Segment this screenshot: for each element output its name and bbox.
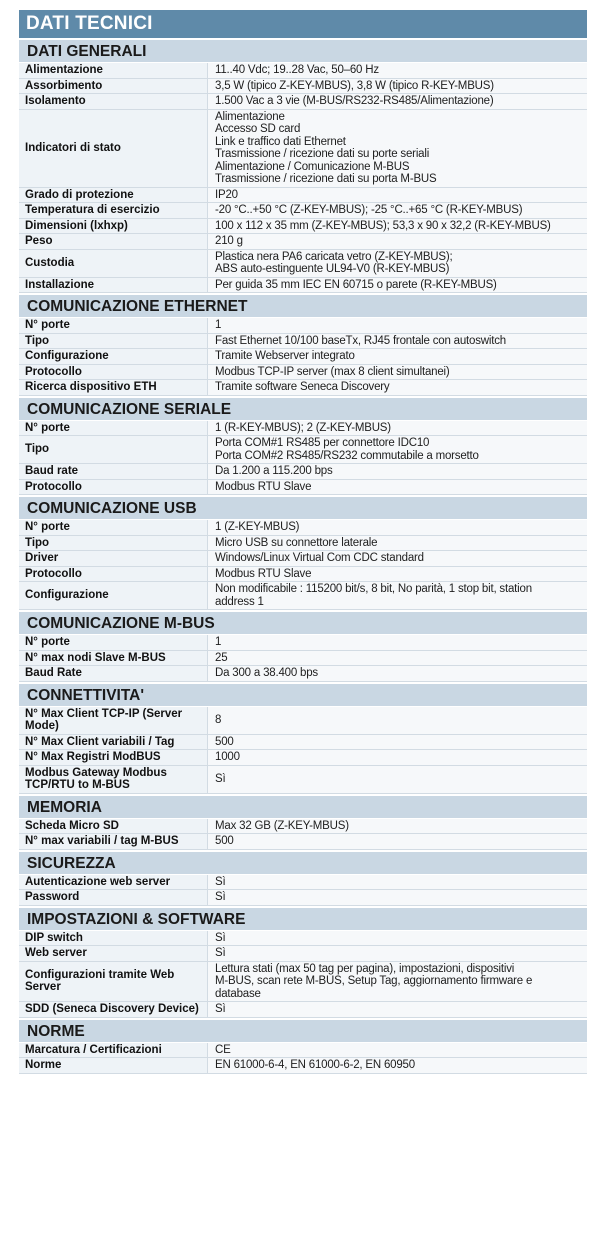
spec-value-line: Porta COM#2 RS485/RS232 commutabile a morsetto (215, 449, 479, 462)
spec-value (208, 94, 588, 110)
spec-label: N° max variabili / tag M-BUS (19, 834, 208, 850)
spec-row (19, 734, 587, 750)
spec-value-line: Alimentazione / Comunicazione M-BUS (215, 160, 410, 173)
spec-value (208, 961, 588, 1002)
spec-value (208, 875, 588, 890)
spec-label: Ricerca dispositivo ETH (19, 380, 208, 396)
spec-row (19, 333, 587, 349)
section-heading: CONNETTIVITA' (19, 684, 587, 706)
spec-label: Tipo (19, 333, 208, 349)
spec-value (208, 109, 588, 187)
spec-table (19, 318, 587, 396)
section-heading: COMUNICAZIONE SERIALE (19, 398, 587, 420)
spec-row (19, 234, 587, 250)
spec-row (19, 1002, 587, 1018)
spec-value-line: 1 (215, 636, 222, 648)
spec-value-line: Fast Ethernet 10/100 baseTx, RJ45 frontale con autoswitch (215, 334, 506, 347)
spec-row (19, 765, 587, 793)
spec-value (208, 834, 588, 850)
spec-label: Custodia (19, 249, 208, 277)
spec-label: Temperatura di esercizio (19, 203, 208, 219)
spec-row (19, 551, 587, 567)
spec-value-line: -20 °C..+50 °C (Z-KEY-MBUS); -25 °C..+65 °C (R-KEY-MBUS) (215, 204, 523, 216)
spec-label: Autenticazione web server (19, 875, 208, 890)
spec-label: Isolamento (19, 94, 208, 110)
spec-table (19, 635, 587, 682)
spec-value-line: Porta COM#1 RS485 per connettore IDC10 (215, 437, 430, 449)
spec-value-line: 1 (R-KEY-MBUS); 2 (Z-KEY-MBUS) (215, 421, 391, 434)
spec-value (208, 249, 588, 277)
spec-row (19, 203, 587, 219)
spec-row (19, 1058, 587, 1074)
spec-value-line: IP20 (215, 188, 238, 201)
page-title: DATI TECNICI (19, 10, 587, 38)
spec-value (208, 734, 588, 750)
sections-container (19, 40, 587, 1074)
spec-table (19, 819, 587, 850)
spec-value-line: Da 300 a 38.400 bps (215, 667, 318, 679)
spec-value (208, 520, 588, 535)
spec-value (208, 277, 588, 293)
spec-label: Scheda Micro SD (19, 819, 208, 834)
spec-value (208, 333, 588, 349)
spec-row (19, 277, 587, 293)
spec-value-line: database (215, 987, 261, 1000)
spec-value (208, 479, 588, 495)
spec-value-line: Trasmissione / ricezione dati su porta M-BUS (215, 173, 437, 185)
spec-value (208, 931, 588, 946)
section-heading: NORME (19, 1020, 587, 1042)
spec-value-line: 210 g (215, 235, 243, 247)
spec-row (19, 479, 587, 495)
spec-row (19, 566, 587, 582)
spec-value (208, 765, 588, 793)
spec-value (208, 819, 588, 834)
spec-value-line: 3,5 W (tipico Z-KEY-MBUS), 3,8 W (tipico R-KEY-MBUS) (215, 79, 494, 92)
spec-value (208, 1058, 588, 1074)
spec-label: N° Max Client TCP-IP (Server Mode) (19, 707, 208, 735)
spec-value (208, 187, 588, 203)
section-heading: COMUNICAZIONE ETHERNET (19, 295, 587, 317)
spec-label: Installazione (19, 277, 208, 293)
spec-value (208, 635, 588, 650)
section-heading: SICUREZZA (19, 852, 587, 874)
spec-row (19, 890, 587, 906)
spec-value-line: Per guida 35 mm IEC EN 60715 o parete (R-KEY-MBUS) (215, 278, 497, 291)
spec-label: Baud Rate (19, 666, 208, 682)
spec-row (19, 582, 587, 610)
spec-row (19, 875, 587, 890)
spec-label: N° max nodi Slave M-BUS (19, 650, 208, 666)
spec-label: N° porte (19, 520, 208, 535)
spec-table (19, 421, 587, 496)
spec-value-line: Modbus RTU Slave (215, 480, 312, 493)
spec-value-line: Sì (215, 875, 226, 888)
spec-value-line: Modbus TCP-IP server (max 8 client simultanei) (215, 365, 450, 378)
spec-value-line: Max 32 GB (Z-KEY-MBUS) (215, 819, 349, 832)
spec-row (19, 436, 587, 464)
spec-label: Web server (19, 946, 208, 962)
spec-label: Protocollo (19, 364, 208, 380)
spec-row (19, 464, 587, 480)
datasheet (19, 10, 587, 1074)
spec-row (19, 349, 587, 365)
spec-label: N° porte (19, 635, 208, 650)
spec-label: Configurazione (19, 582, 208, 610)
spec-row (19, 635, 587, 650)
spec-value-line: 25 (215, 651, 228, 664)
spec-value (208, 551, 588, 567)
spec-value-line: EN 61000-6-4, EN 61000-6-2, EN 60950 (215, 1059, 415, 1071)
spec-value-line: Non modificabile : 115200 bit/s, 8 bit, No parità, 1 stop bit, station (215, 583, 532, 595)
spec-value (208, 63, 588, 78)
spec-label: Indicatori di stato (19, 109, 208, 187)
spec-label: Baud rate (19, 464, 208, 480)
spec-value-line: 1.500 Vac a 3 vie (M-BUS/RS232-RS485/Alimentazione) (215, 95, 494, 107)
spec-label: Peso (19, 234, 208, 250)
spec-value-line: Tramite software Seneca Discovery (215, 381, 390, 393)
spec-value (208, 1002, 588, 1018)
spec-value (208, 218, 588, 234)
spec-row (19, 249, 587, 277)
spec-value-line: Sì (215, 1003, 226, 1015)
spec-row (19, 63, 587, 78)
spec-value-line: Trasmissione / ricezione dati su porte seriali (215, 148, 430, 160)
spec-label: Protocollo (19, 479, 208, 495)
section-heading: DATI GENERALI (19, 40, 587, 62)
spec-label: Alimentazione (19, 63, 208, 78)
spec-value-line: Accesso SD card (215, 123, 301, 135)
spec-label: Protocollo (19, 566, 208, 582)
spec-label: Tipo (19, 535, 208, 551)
spec-row (19, 961, 587, 1002)
spec-table (19, 1043, 587, 1074)
spec-label: N° porte (19, 318, 208, 333)
spec-label: Grado di protezione (19, 187, 208, 203)
spec-row (19, 318, 587, 333)
spec-value (208, 234, 588, 250)
spec-value-line: 500 (215, 735, 234, 748)
spec-row (19, 666, 587, 682)
spec-value-line: 100 x 112 x 35 mm (Z-KEY-MBUS); 53,3 x 90 x 32,2 (R-KEY-MBUS) (215, 219, 551, 232)
spec-value-line: 1 (Z-KEY-MBUS) (215, 521, 300, 533)
spec-value-line: Alimentazione (215, 110, 285, 123)
spec-row (19, 520, 587, 535)
spec-value-line: Tramite Webserver integrato (215, 350, 355, 362)
spec-row (19, 1043, 587, 1058)
spec-row (19, 94, 587, 110)
spec-value (208, 464, 588, 480)
spec-label: Driver (19, 551, 208, 567)
spec-label: Password (19, 890, 208, 906)
spec-label: N° Max Registri ModBUS (19, 750, 208, 766)
spec-label: SDD (Seneca Discovery Device) (19, 1002, 208, 1018)
spec-label: Modbus Gateway Modbus TCP/RTU to M-BUS (19, 765, 208, 793)
spec-label: Configurazione (19, 349, 208, 365)
spec-label: Norme (19, 1058, 208, 1074)
spec-row (19, 187, 587, 203)
spec-row (19, 707, 587, 735)
spec-value-line: Lettura stati (max 50 tag per pagina), impostazioni, dispositivi (215, 962, 515, 975)
spec-value-line: Sì (215, 891, 226, 903)
spec-value (208, 535, 588, 551)
spec-row (19, 946, 587, 962)
spec-row (19, 535, 587, 551)
section-heading: IMPOSTAZIONI & SOFTWARE (19, 908, 587, 930)
spec-value (208, 78, 588, 94)
spec-row (19, 78, 587, 94)
spec-row (19, 750, 587, 766)
spec-value (208, 650, 588, 666)
spec-value (208, 946, 588, 962)
spec-row (19, 834, 587, 850)
spec-row (19, 421, 587, 436)
spec-table (19, 931, 587, 1018)
spec-row (19, 109, 587, 187)
spec-value-line: CE (215, 1043, 231, 1056)
spec-value-line: address 1 (215, 595, 264, 608)
spec-value-line: M-BUS, scan rete M-BUS, Setup Tag, aggiornamento firmware e (215, 975, 533, 987)
spec-value-line: Micro USB su connettore laterale (215, 536, 378, 549)
spec-value-line: Link e traffico dati Ethernet (215, 135, 346, 148)
spec-value-line: ABS auto-estinguente UL94-V0 (R-KEY-MBUS) (215, 263, 450, 275)
spec-value (208, 380, 588, 396)
spec-value (208, 318, 588, 333)
spec-value (208, 750, 588, 766)
spec-label: Dimensioni (lxhxp) (19, 218, 208, 234)
spec-value (208, 566, 588, 582)
spec-value (208, 707, 588, 735)
spec-value-line: 500 (215, 835, 234, 847)
spec-value (208, 666, 588, 682)
spec-value-line: Sì (215, 772, 226, 785)
spec-row (19, 819, 587, 834)
spec-value-line: Windows/Linux Virtual Com CDC standard (215, 552, 424, 564)
spec-value (208, 364, 588, 380)
spec-value-line: 1000 (215, 751, 240, 763)
spec-value-line: Sì (215, 931, 226, 944)
spec-value (208, 582, 588, 610)
section-heading: MEMORIA (19, 796, 587, 818)
spec-label: Marcatura / Certificazioni (19, 1043, 208, 1058)
section-heading: COMUNICAZIONE M-BUS (19, 612, 587, 634)
spec-row (19, 380, 587, 396)
spec-table (19, 63, 587, 293)
spec-value-line: Da 1.200 a 115.200 bps (215, 465, 333, 477)
spec-table (19, 875, 587, 906)
spec-table (19, 520, 587, 610)
spec-value-line: Sì (215, 947, 226, 959)
spec-value (208, 436, 588, 464)
spec-value-line: 8 (215, 713, 222, 726)
spec-value (208, 890, 588, 906)
spec-value (208, 349, 588, 365)
spec-label: Configurazioni tramite Web Server (19, 961, 208, 1002)
spec-label: N° porte (19, 421, 208, 436)
section-heading: COMUNICAZIONE USB (19, 497, 587, 519)
spec-row (19, 364, 587, 380)
spec-value-line: Plastica nera PA6 caricata vetro (Z-KEY-MBUS); (215, 250, 453, 263)
spec-table (19, 707, 587, 794)
spec-value (208, 421, 588, 436)
spec-label: Tipo (19, 436, 208, 464)
spec-label: Assorbimento (19, 78, 208, 94)
spec-value (208, 203, 588, 219)
spec-label: DIP switch (19, 931, 208, 946)
spec-value-line: Modbus RTU Slave (215, 567, 312, 580)
spec-value (208, 1043, 588, 1058)
spec-value-line: 11..40 Vdc; 19..28 Vac, 50–60 Hz (215, 64, 379, 76)
spec-row (19, 931, 587, 946)
spec-row (19, 650, 587, 666)
spec-label: N° Max Client variabili / Tag (19, 734, 208, 750)
spec-row (19, 218, 587, 234)
spec-value-line: 1 (215, 319, 222, 331)
